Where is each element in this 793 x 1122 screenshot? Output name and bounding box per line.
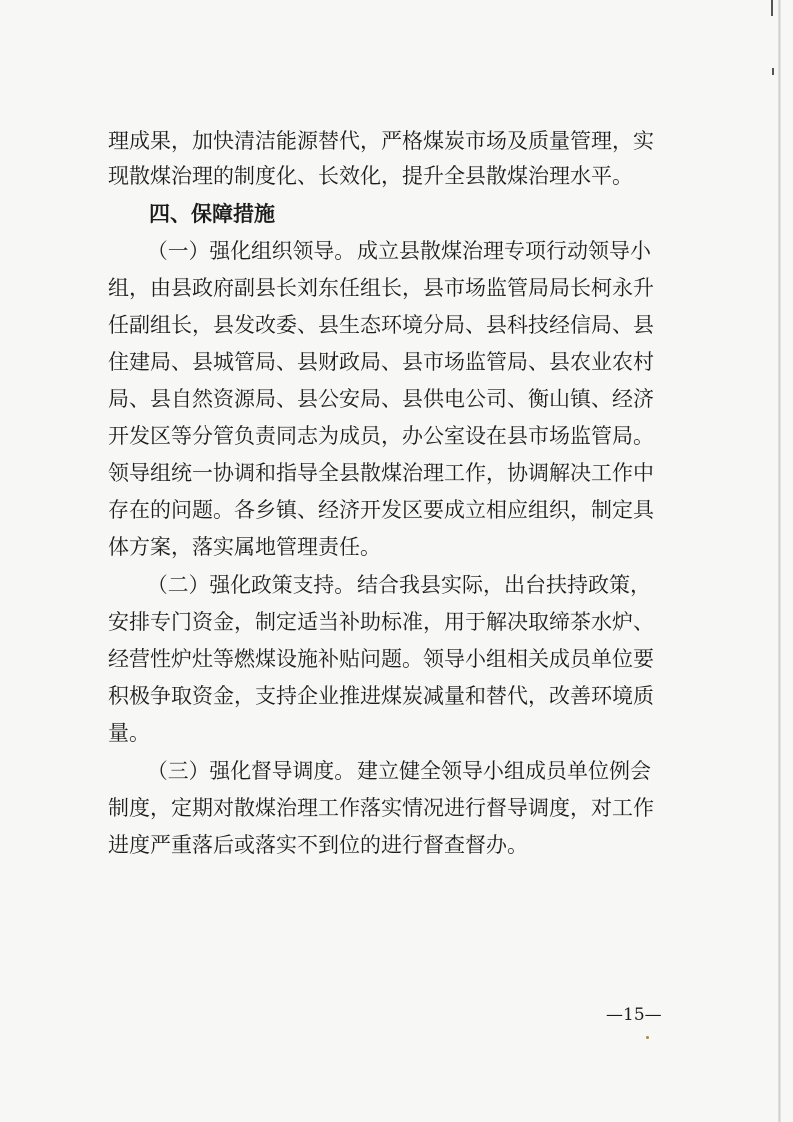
body-text: 开发区等分管负责同志为成员，办公室设在县市场监管局。 — [108, 424, 654, 448]
text-line — [0, 161, 793, 191]
body-text: 量。 — [108, 721, 150, 745]
body-text: 积极争取资金，支持企业推进煤炭减量和替代，改善环境质 — [108, 684, 654, 708]
text-line — [0, 421, 793, 451]
text-line — [0, 718, 793, 748]
body-text: 住建局、县城管局、县财政局、县市场监管局、县农业农村 — [108, 350, 654, 374]
body-text: 组，由县政府副县长刘东任组长，县市场监管局局长柯永升 — [108, 276, 654, 300]
text-line — [0, 830, 793, 860]
text-line — [0, 347, 793, 377]
body-text: 成立县散煤治理专项行动领导小 — [357, 239, 651, 263]
text-line — [0, 607, 793, 637]
body-text: 建立健全领导小组成员单位例会 — [357, 759, 651, 783]
text-line — [0, 570, 793, 600]
text-line — [0, 310, 793, 340]
text-line — [0, 644, 793, 674]
section-heading — [0, 199, 793, 229]
body-text: 制度，定期对散煤治理工作落实情况进行督导调度，对工作 — [108, 796, 654, 820]
measure-title: （二）强化政策支持。 — [147, 573, 355, 597]
body-text: 安排专门资金，制定适当补助标准，用于解决取缔茶水炉、 — [108, 610, 654, 634]
edge-mark — [772, 68, 774, 75]
body-text: 体方案，落实属地管理责任。 — [108, 535, 381, 559]
body-text: 经营性炉灶等燃煤设施补贴问题。领导小组相关成员单位要 — [108, 647, 654, 671]
body-text: 领导组统一协调和指导全县散煤治理工作，协调解决工作中 — [108, 461, 654, 485]
text-line — [0, 384, 793, 414]
text-line — [0, 495, 793, 525]
body-text: 任副组长，县发改委、县生态环境分局、县科技经信局、县 — [108, 313, 654, 337]
edge-mark — [771, 0, 773, 16]
body-text: 局、县自然资源局、县公安局、县供电公司、衡山镇、经济 — [108, 387, 654, 411]
section-heading-text: 四、保障措施 — [149, 201, 275, 226]
text-line — [0, 793, 793, 823]
body-text: 进度严重落后或落实不到位的进行督查督办。 — [108, 833, 528, 857]
page-number: —15— — [606, 1005, 662, 1025]
body-text: 理成果，加快清洁能源替代，严格煤炭市场及质量管理，实 — [108, 129, 654, 153]
text-line — [0, 756, 793, 786]
body-text: 存在的问题。各乡镇、经济开发区要成立相应组织，制定具 — [108, 498, 654, 522]
scan-speck — [646, 1036, 649, 1039]
text-line — [0, 681, 793, 711]
text-line — [0, 458, 793, 488]
text-line — [0, 273, 793, 303]
measure-title: （一）强化组织领导。 — [147, 239, 355, 263]
text-line — [0, 236, 793, 266]
text-line — [0, 126, 793, 156]
body-text: 结合我县实际，出台扶持政策， — [357, 573, 651, 597]
text-line — [0, 532, 793, 562]
body-text: 现散煤治理的制度化、长效化，提升全县散煤治理水平。 — [108, 164, 633, 188]
measure-title: （三）强化督导调度。 — [147, 759, 355, 783]
